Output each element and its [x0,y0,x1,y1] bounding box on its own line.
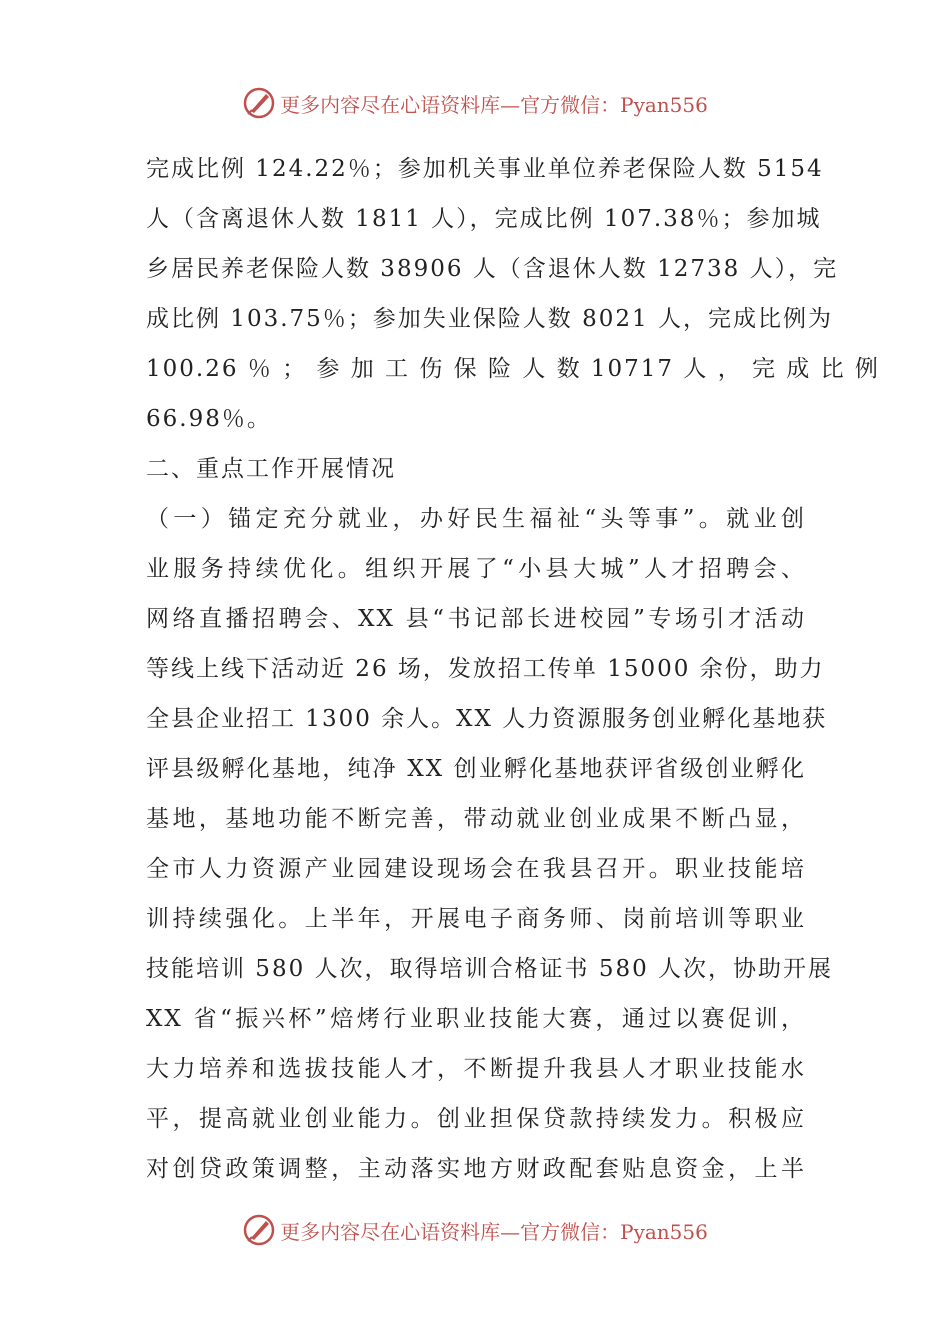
paragraph-line: 人（含离退休人数 1811 人），完成比例 107.38％；参加城 [146,206,822,232]
paragraph-line: 基地，基地功能不断完善，带动就业创业成果不断凸显， [146,806,806,832]
paragraph-line: 等线上线下活动近 26 场，发放招工传单 15000 余份，助力 [146,656,825,682]
footer-watermark-banner [0,1210,950,1250]
watermark-text: 更多内容尽在心语资料库—官方微信：Pyan556 [280,92,708,117]
paragraph-line: 平，提高就业创业能力。创业担保贷款持续发力。积极应 [146,1106,806,1132]
document-body [146,144,880,1194]
paragraph-line: 网络直播招聘会、XX 县“书记部长进校园”专场引才活动 [146,606,806,632]
paragraph-line: 66.98％。 [146,406,272,432]
paragraph-line: 大力培养和选拔技能人才，不断提升我县人才职业技能水 [146,1056,806,1082]
paragraph-line: XX 省“振兴杯”焙烤行业职业技能大赛，通过以赛促训， [146,1006,806,1032]
paragraph-line: 乡居民养老保险人数 38906 人（含退休人数 12738 人），完 [146,256,839,282]
quill-logo-icon [242,86,276,120]
paragraph-line: 全市人力资源产业园建设现场会在我县召开。职业技能培 [146,856,806,882]
paragraph-line: 业服务持续优化。组织开展了“小县大城”人才招聘会、 [146,556,806,582]
paragraph-line: 全县企业招工 1300 余人。XX 人力资源服务创业孵化基地获 [146,706,828,732]
paragraph-line: 成比例 103.75％；参加失业保险人数 8021 人，完成比例为 [146,306,833,332]
paragraph-line: （一）锚定充分就业，办好民生福祉“头等事”。就业创 [146,506,806,532]
quill-logo-icon [242,1213,276,1247]
header-watermark-banner [0,83,950,123]
paragraph-line: 100.26 ％ ； 参 加 工 伤 保 险 人 数 10717 人 ， 完 成 比 例 [146,356,880,382]
section-heading: 二、重点工作开展情况 [146,456,396,482]
paragraph-line: 对创贷政策调整，主动落实地方财政配套贴息资金，上半 [146,1156,806,1182]
paragraph-line: 完成比例 124.22％；参加机关事业单位养老保险人数 5154 [146,156,824,182]
watermark-text: 更多内容尽在心语资料库—官方微信：Pyan556 [280,1219,708,1244]
paragraph-line: 技能培训 580 人次，取得培训合格证书 580 人次，协助开展 [146,956,834,982]
paragraph-line: 评县级孵化基地，纯净 XX 创业孵化基地获评省级创业孵化 [146,756,806,782]
paragraph-line: 训持续强化。上半年，开展电子商务师、岗前培训等职业 [146,906,806,932]
